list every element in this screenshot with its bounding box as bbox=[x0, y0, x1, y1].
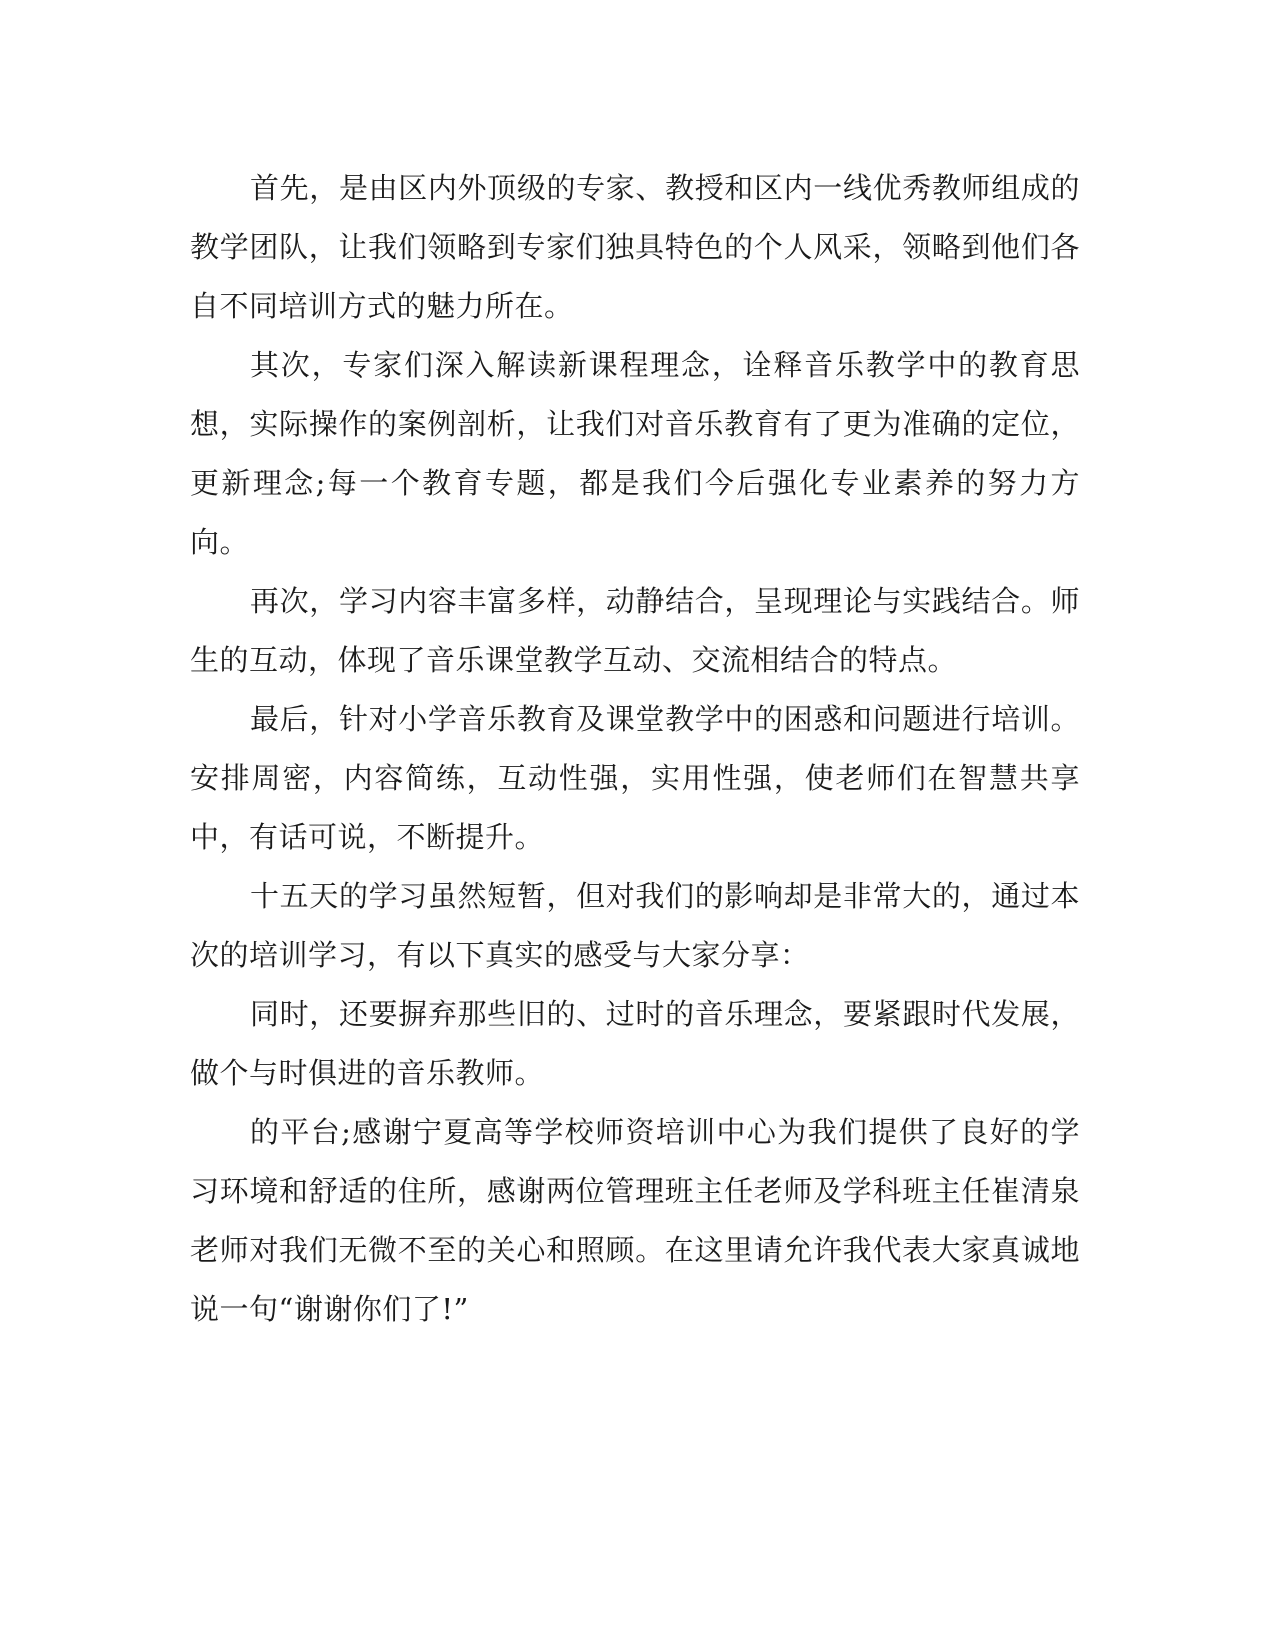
paragraph-experts-team: 首先，是由区内外顶级的专家、教授和区内一线优秀教师组成的教学团队，让我们领略到专家们独具特色的个人风采，领略到他们各自不同培训方式的魅力所在。 bbox=[190, 171, 1080, 323]
paragraph-fifteen-days: 十五天的学习虽然短暂，但对我们的影响却是非常大的，通过本次的培训学习，有以下真实的感受与大家分享： bbox=[190, 879, 1080, 972]
paragraph-learning-content: 再次，学习内容丰富多样，动静结合，呈现理论与实践结合。师生的互动，体现了音乐课堂教学互动、交流相结合的特点。 bbox=[190, 584, 1080, 677]
document-body bbox=[190, 159, 1080, 1339]
paragraph-keep-pace: 同时，还要摒弃那些旧的、过时的音乐理念，要紧跟时代发展，做个与时俱进的音乐教师。 bbox=[190, 997, 1080, 1090]
paragraph-curriculum-concepts: 其次，专家们深入解读新课程理念，诠释音乐教学中的教育思想，实际操作的案例剖析，让我们对音乐教育有了更为准确的定位，更新理念;每一个教育专题，都是我们今后强化专业素养的努力方向。 bbox=[190, 348, 1080, 559]
paragraph-training-focus: 最后，针对小学音乐教育及课堂教学中的困惑和问题进行培训。安排周密，内容简练，互动性强，实用性强，使老师们在智慧共享中，有话可说，不断提升。 bbox=[190, 702, 1080, 854]
paragraph-thanks: 的平台;感谢宁夏高等学校师资培训中心为我们提供了良好的学习环境和舒适的住所，感谢两位管理班主任老师及学科班主任崔清泉老师对我们无微不至的关心和照顾。在这里请允许我代表大家真诚地说一句“谢谢你们了!” bbox=[190, 1115, 1080, 1326]
